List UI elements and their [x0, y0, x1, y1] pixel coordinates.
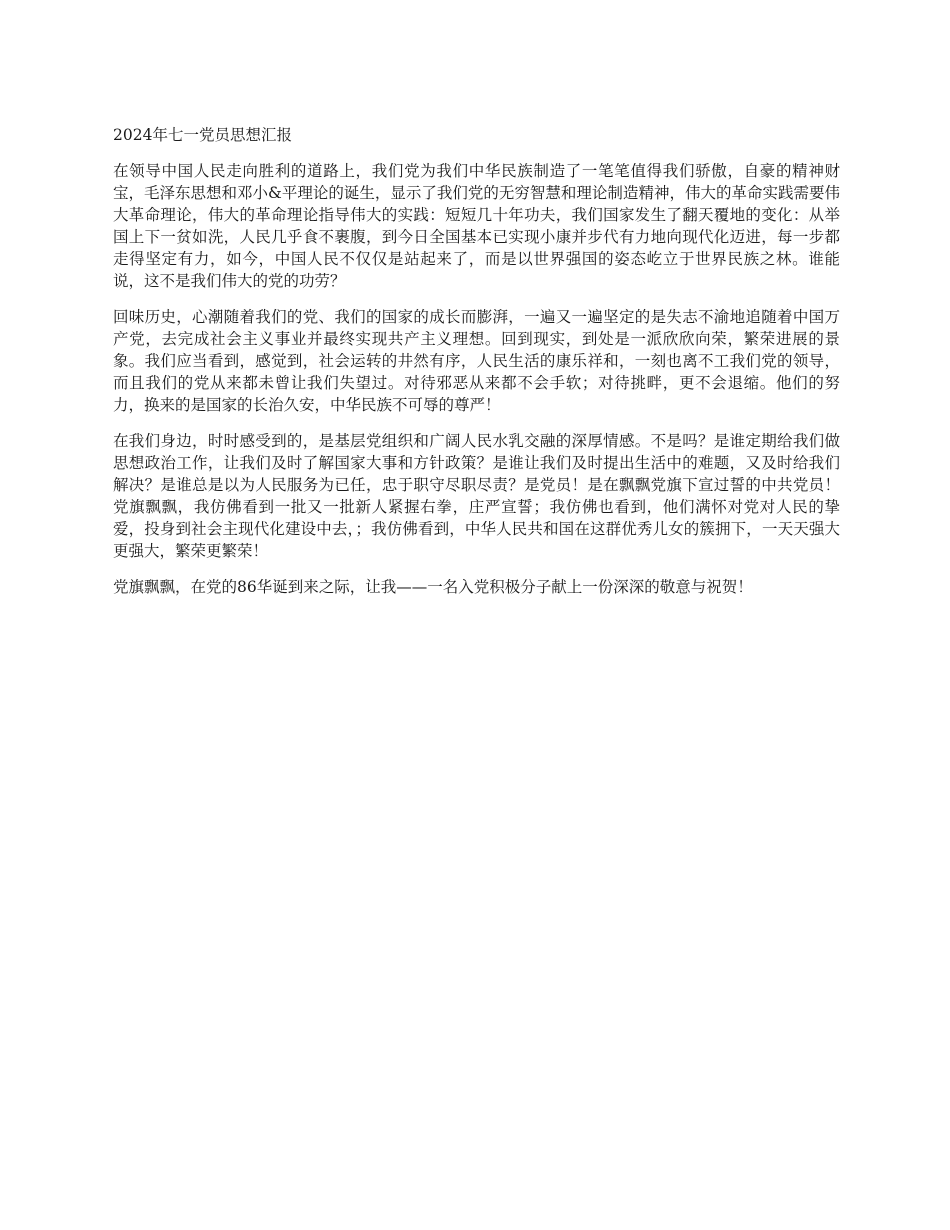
paragraph-4: 党旗飘飘，在党的86华诞到来之际，让我——一名入党积极分子献上一份深深的敬意与祝贺！ — [113, 578, 753, 596]
paragraph-3: 在我们身边，时时感受到的，是基层党组织和广阔人民水乳交融的深厚情感。不是吗？是谁定期给我们做思想政治工作，让我们及时了解国家大事和方针政策？是谁让我们及时提出生活中的难题，又及时给我们解决？是谁总是以为人民服务为已任，忠于职守尽职尽责？是党员！是在飘飘党旗下宣过誓的中共党员！ 党旗飘飘，我仿佛看到一批又一批新人紧握右拳，庄严宣誓；我仿佛也看到，他们满怀对党对人民的挚爱，投身到社会主现代化建设中去，；我仿佛看到，中华人民共和国在这群优秀儿女的簇拥下，一天天强大更强大，繁荣更繁荣！ — [113, 432, 840, 560]
paragraph-1: 在领导中国人民走向胜利的道路上，我们党为我们中华民族制造了一笔笔值得我们骄傲，自豪的精神财宝，毛泽东思想和邓小&平理论的诞生，显示了我们党的无穷智慧和理论制造精神，伟大的革命实践需要伟大革命理论，伟大的革命理论指导伟大的实践：短短几十年功夫，我们国家发生了翻天覆地的变化：从举国上下一贫如洗，人民几乎食不裹腹，到今日全国基本已实现小康并步代有力地向现代化迈进，每一步都走得坚定有力，如今，中国人民不仅仅是站起来了，而是以世界强国的姿态屹立于世界民族之林。谁能说，这不是我们伟大的党的功劳？ — [113, 162, 840, 290]
paragraph-2: 回味历史，心潮随着我们的党、我们的国家的成长而膨湃，一遍又一遍坚定的是失志不渝地追随着中国万产党，去完成社会主义事业并最终实现共产主义理想。回到现实，到处是一派欣欣向荣，繁荣进展的景象。我们应当看到，感觉到，社会运转的井然有序，人民生活的康乐祥和，一刻也离不工我们党的领导，而且我们的党从来都未曾让我们失望过。对待邪恶从来都不会手软；对待挑畔，更不会退缩。他们的努力，换来的是国家的长治久安，中华民族不可辱的尊严！ — [113, 308, 840, 414]
document-title: 2024年七一党员思想汇报 — [113, 126, 292, 144]
document-body — [113, 124, 840, 612]
